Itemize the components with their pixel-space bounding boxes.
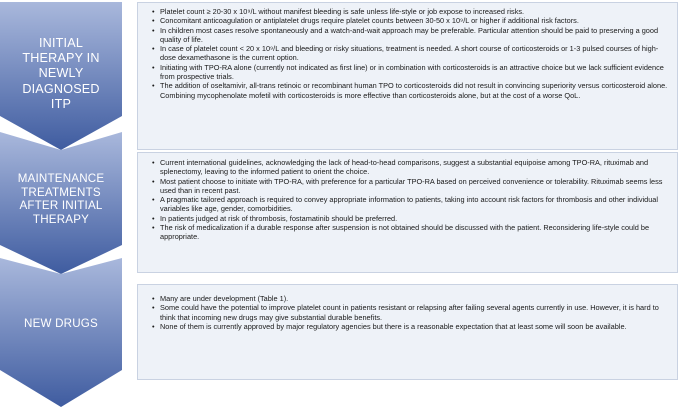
bullet-list	[146, 294, 671, 331]
bullet-item: • A pragmatic tailored approach is required to convey appropriate information to patients, taking into account risk factors for thrombosis and other individual variables like age, gender, comorbidities.	[160, 195, 671, 214]
bullet-item: • The risk of medicalization if a durable response after suspension is not obtained should be discussed with the patient. Reconsidering life-style could be appropriate.	[160, 223, 671, 242]
section-arrow-3	[0, 258, 122, 407]
bullet-item: • Many are under development (Table 1).	[160, 294, 671, 303]
section-panel-maintenance	[137, 152, 678, 273]
bullet-item: • Most patient choose to initiate with TPO-RA, with preference for a particular TPO-RA based on perceived convenience or tolerability. Rituximab seems less used than in recent past.	[160, 177, 671, 196]
bullet-list	[146, 158, 671, 242]
bullet-item: • In children most cases resolve spontaneously and a watch-and-wait approach may be preferable. Particular attention should be paid to preserving a good quality of life.	[160, 26, 671, 45]
bullet-item: • None of them is currently approved by major regulatory agencies but there is a reasonable expectation that at least some will soon be available.	[160, 322, 671, 331]
bullet-item: • Platelet count ≥ 20-30 x 10⁹/L without manifest bleeding is safe unless life-style or job expose to increased risks.	[160, 7, 671, 16]
bullet-item: • Concomitant anticoagulation or antiplatelet drugs require platelet counts between 30-50 x 10⁹/L or higher if additional risk factors.	[160, 16, 671, 25]
bullet-item: • In case of platelet count < 20 x 10⁹/L and bleeding or risky situations, treatment is needed. A short course of corticosteroids or 1-3 pulsed courses of high-dose dexamethasone is the current option.	[160, 44, 671, 63]
bullet-item: • In patients judged at risk of thrombosis, fostamatinib should be preferred.	[160, 214, 671, 223]
section-label-initial-therapy: INITIAL THERAPY IN NEWLY DIAGNOSED ITP	[22, 36, 100, 111]
bullet-item: • Some could have the potential to improve platelet count in patients resistant or relapsing after failing several agents currently in use. However, it is hard to think that incoming new drugs may give substantial durable benefits.	[160, 303, 671, 322]
section-label-maintenance: MAINTENANCE TREATMENTS AFTER INITIAL THERAPY	[17, 172, 105, 226]
bullet-item: • Current international guidelines, acknowledging the lack of head-to-head comparisons, suggest a substantial equipoise among TPO-RA, rituximab and splenectomy, leaving to the informed patient to orient the choice.	[160, 158, 671, 177]
bullet-item: • The addition of oseltamivir, all-trans retinoic or recombinant human TPO to corticosteroids did not result in convincing superiority versus corticosteroid alone. Combining mycophenolate mofetil with corticosteroids is more effective than corticosteroids alone, but at the cost of a worse QoL.	[160, 81, 671, 100]
bullet-item: • Initiating with TPO-RA alone (currently not indicated as first line) or in combination with corticosteroids is an attractive choice but we lack sufficient evidence from prospective trials.	[160, 63, 671, 82]
section-panel-new-drugs	[137, 284, 678, 380]
section-label-new-drugs: NEW DRUGS	[24, 317, 98, 330]
bullet-list	[146, 7, 671, 100]
section-panel-initial-therapy	[137, 2, 678, 150]
